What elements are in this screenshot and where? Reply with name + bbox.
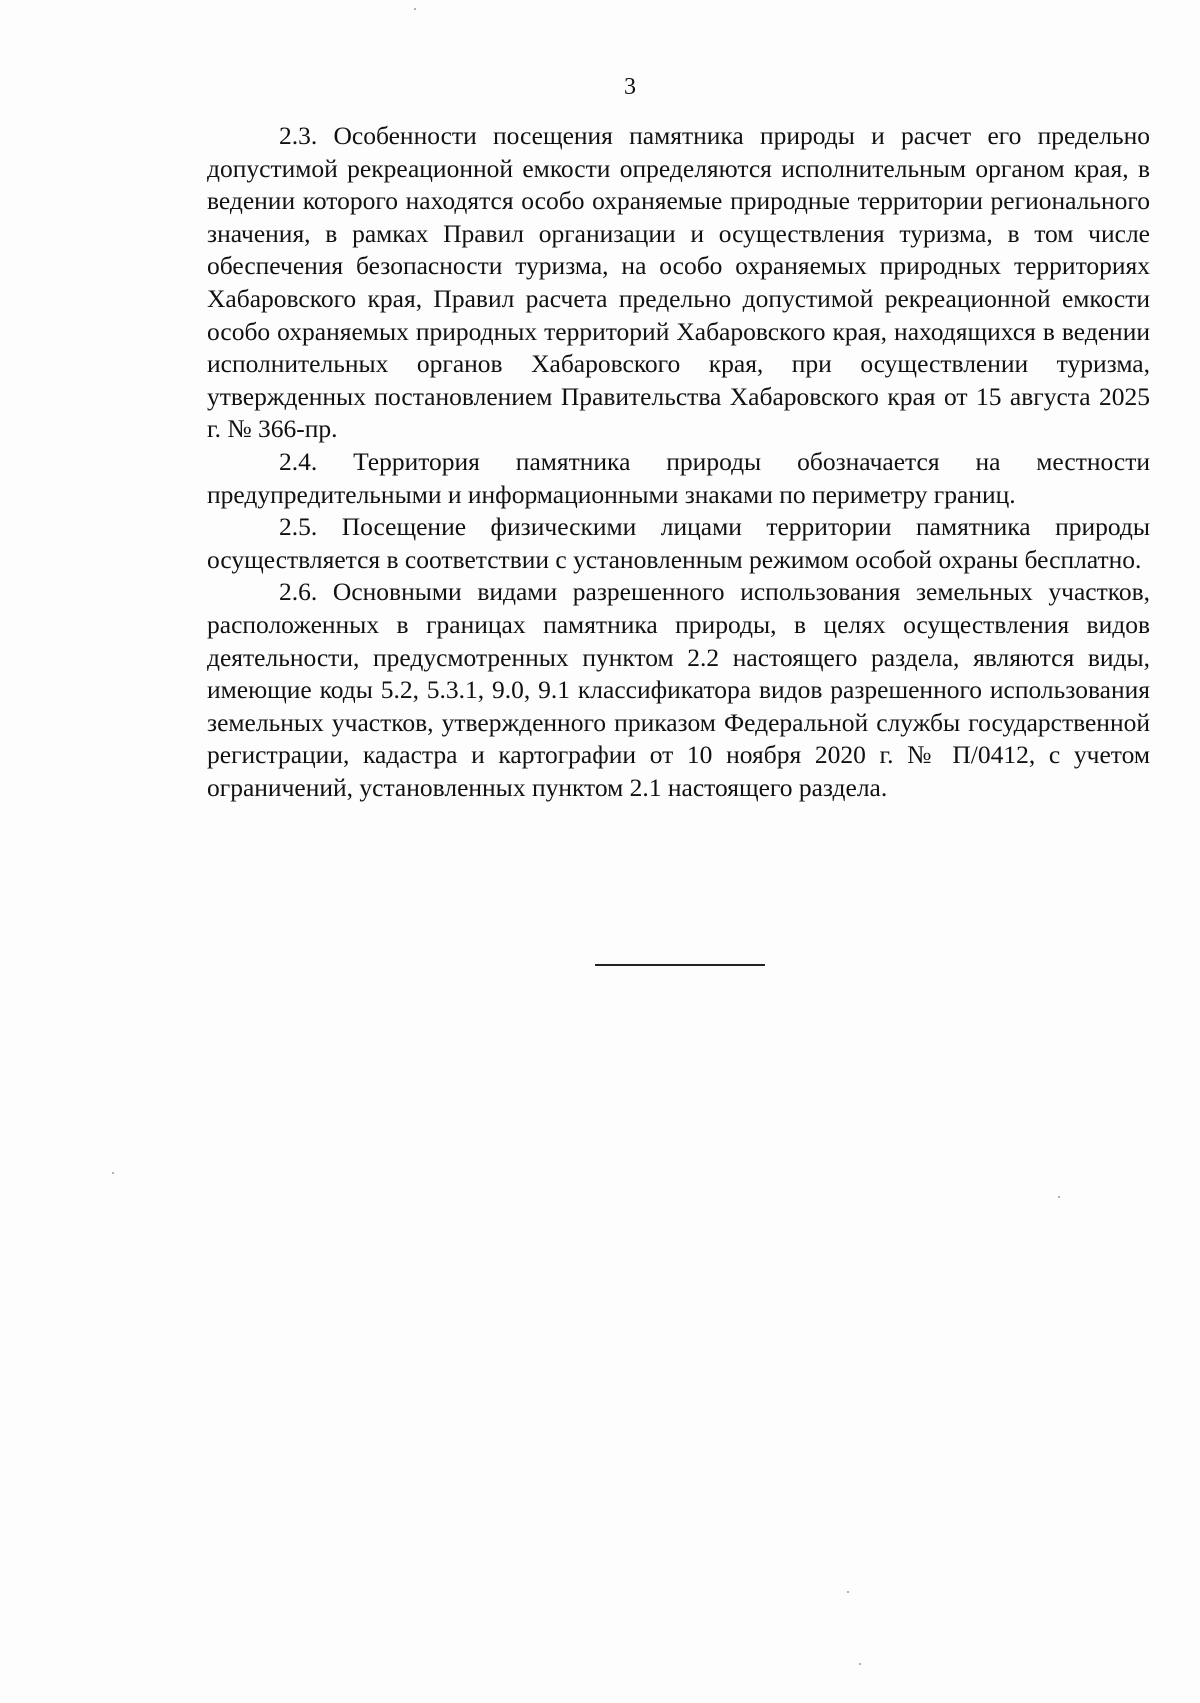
paragraph-2-3: 2.3. Особенности посещения памятника природы и расчет его предельно допустимой рекреационной емкости определяются исполнительным органом края, в ведении которого находятся особо охраняемые природные территории регионального значения, в рамках Правил организации и осуществления туризма, в том числе обеспечения безопасности туризма, на особо охраняемых природных территориях Хабаровского края, Правил расчета предельно допустимой рекреационной емкости особо охраняемых природных территорий Хабаровского края, находящихся в ведении исполнительных органов Хабаровского края, при осуществлении туризма, утвержденных постановлением Правительства Хабаровского края от 15 августа 2025 г. № 366-пр.: [207, 121, 1150, 444]
scan-speck: [414, 8, 416, 10]
scan-speck: [847, 1591, 849, 1593]
scan-speck: [1058, 1196, 1060, 1198]
paragraph-2-5: 2.5. Посещение физическими лицами территории памятника природы осуществляется в соответствии с установленным режимом особой охраны бесплатно.: [207, 512, 1150, 574]
document-body: [207, 120, 1150, 804]
end-of-text-rule: [595, 964, 765, 966]
page-number: 3: [624, 74, 636, 100]
scan-speck: [112, 1172, 114, 1174]
paragraph-2-4: 2.4. Территория памятника природы обозначается на местности предупредительными и информационными знаками по периметру границ.: [207, 446, 1150, 509]
scan-speck: [859, 1663, 861, 1665]
paragraph-2-6: 2.6. Основными видами разрешенного использования земельных участков, расположенных в границах памятника природы, в целях осуществления видов деятельности, предусмотренных пунктом 2.2 настоящего раздела, являются виды, имеющие коды 5.2, 5.3.1, 9.0, 9.1 классификатора видов разрешенного использования земельных участков, утвержденного приказом Федеральной службы государственной регистрации, кадастра и картографии от 10 ноября 2020 г. № П/0412, с учетом ограничений, установленных пунктом 2.1 настоящего раздела.: [207, 577, 1150, 802]
